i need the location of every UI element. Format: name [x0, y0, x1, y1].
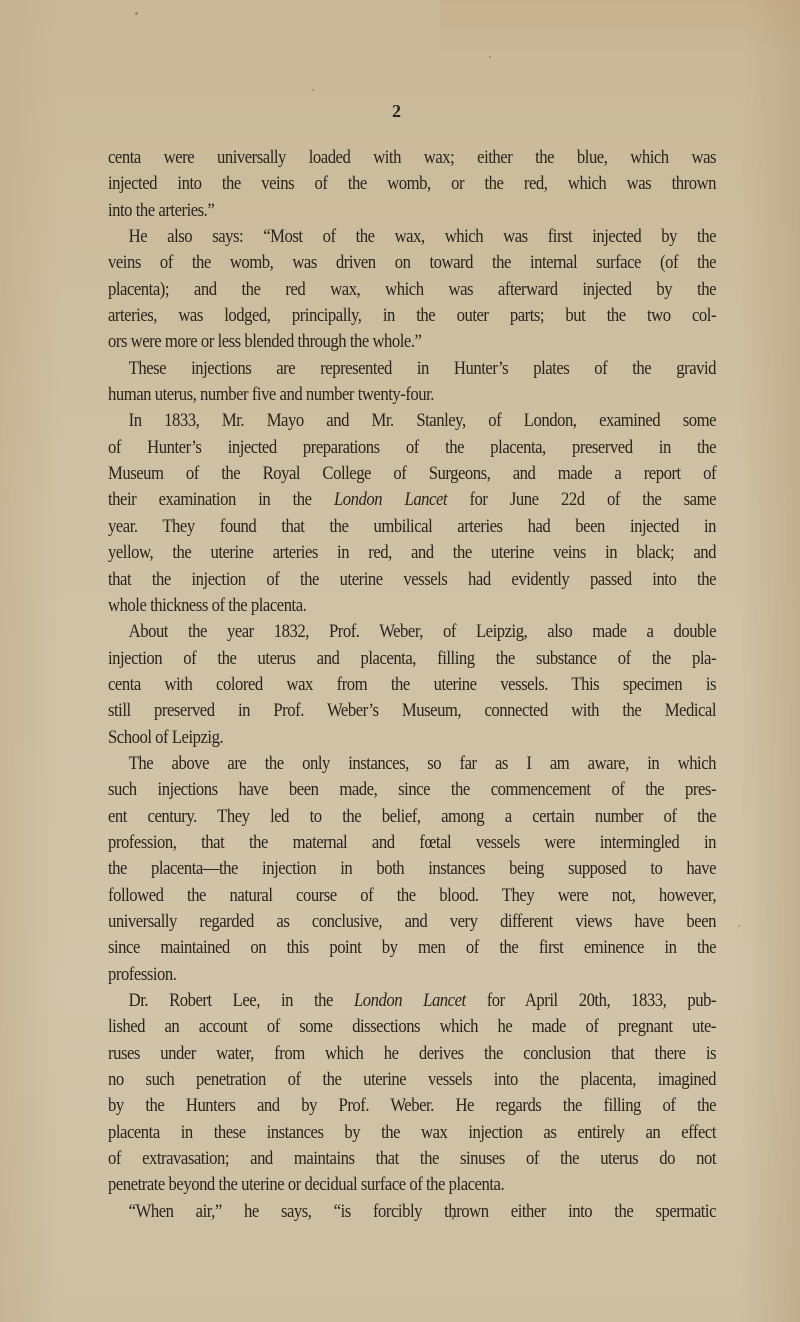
paragraph-first-line: “When air,” he says, “is forcibly thrown either into the spermatic: [128, 1200, 717, 1222]
paper-discoloration: [440, 0, 800, 60]
text-line: centa with colored wax from the uterine vessels. This specimen is: [108, 673, 717, 695]
text-line: such injections have been made, since the commencement of the pres-: [108, 779, 717, 801]
text-line: arteries, was lodged, principally, in the outer parts; but the two col-: [108, 305, 717, 327]
text-line: into the arteries.”: [108, 199, 215, 221]
paragraph-first-line: He also says: “Most of the wax, which was first injected by the: [128, 226, 717, 248]
text-line: by the Hunters and by Prof. Weber. He regards the filling of the: [108, 1095, 717, 1117]
text-line: of Hunter’s injected preparations of the placenta, preserved in the: [108, 436, 717, 458]
text-line: year. They found that the umbilical arteries had been injected in: [108, 515, 717, 537]
text-line: whole thickness of the placenta.: [108, 594, 307, 616]
text-line: centa were universally loaded with wax; either the blue, which was: [108, 147, 717, 168]
text-line: penetrate beyond the uterine or decidual surface of the placenta.: [108, 1174, 505, 1196]
text-line: veins of the womb, was driven on toward the internal surface (of the: [108, 252, 717, 274]
paper-speck: [489, 56, 491, 58]
text-line: Museum of the Royal College of Surgeons, and made a report of: [108, 463, 717, 485]
text-line: profession.: [108, 963, 177, 985]
text-line: profession, that the maternal and fœtal vessels were intermingled in: [108, 831, 717, 853]
text-line: [108, 487, 716, 513]
paragraph-first-line: About the year 1832, Prof. Weber, of Leipzig, also made a double: [128, 621, 717, 643]
text-line: ors were more or less blended through the whole.”: [108, 331, 422, 353]
text-line: no such penetration of the uterine vessels into the placenta, imagined: [108, 1069, 717, 1091]
journal-title: London Lancet: [353, 990, 466, 1011]
paper-speck: [738, 925, 740, 927]
text-line: universally regarded as conclusive, and very different views have been: [108, 910, 717, 932]
text-line: of extravasation; and maintains that the sinuses of the uterus do not: [108, 1148, 717, 1170]
journal-title: London Lancet: [333, 489, 448, 511]
text-line: School of Leipzig.: [108, 726, 224, 748]
paragraph-first-line: [108, 988, 716, 1014]
text-line: that the injection of the uterine vessels had evidently passed into the: [108, 568, 717, 590]
text-line: the placenta—the injection in both instances being supposed to have: [108, 858, 717, 880]
body-text: [108, 145, 716, 1225]
paper-speck: [135, 12, 138, 15]
page-number: 2: [392, 101, 401, 121]
text-line: still preserved in Prof. Weber’s Museum, connected with the Medical: [108, 700, 717, 722]
text-line: since maintained on this point by men of the first eminence in the: [108, 937, 717, 959]
text-line: followed the natural course of the blood. They were not, however,: [108, 884, 717, 906]
paragraph-first-line: The above are the only instances, so far as I am aware, in which: [128, 752, 717, 774]
text-line: lished an account of some dissections which he made of pregnant ute-: [108, 1016, 717, 1038]
text-line: human uterus, number five and number twenty-four.: [108, 384, 435, 406]
text-line: placenta in these instances by the wax injection as entirely an effect: [108, 1121, 717, 1143]
text-run: for April 20th, 1833, pub-: [465, 990, 717, 1011]
text-line: injection of the uterus and placenta, filling the substance of the pla-: [108, 647, 717, 669]
text-run: for June 22d of the same: [447, 489, 717, 511]
text-line: placenta); and the red wax, which was afterward injected by the: [108, 278, 717, 300]
text-run: their examination in the: [108, 489, 334, 511]
paragraph-first-line: These injections are represented in Hunter’s plates of the gravid: [128, 357, 717, 379]
text-line: injected into the veins of the womb, or the red, which was thrown: [108, 173, 717, 195]
text-line: yellow, the uterine arteries in red, and the uterine veins in black; and: [108, 542, 717, 564]
text-line: ent century. They led to the belief, among a certain number of the: [108, 805, 717, 827]
paragraph-first-line: In 1833, Mr. Mayo and Mr. Stanley, of London, examined some: [128, 410, 717, 432]
text-line: ruses under water, from which he derives the conclusion that there is: [108, 1042, 717, 1064]
paper-speck: [312, 89, 314, 91]
text-run: Dr. Robert Lee, in the: [128, 990, 354, 1011]
